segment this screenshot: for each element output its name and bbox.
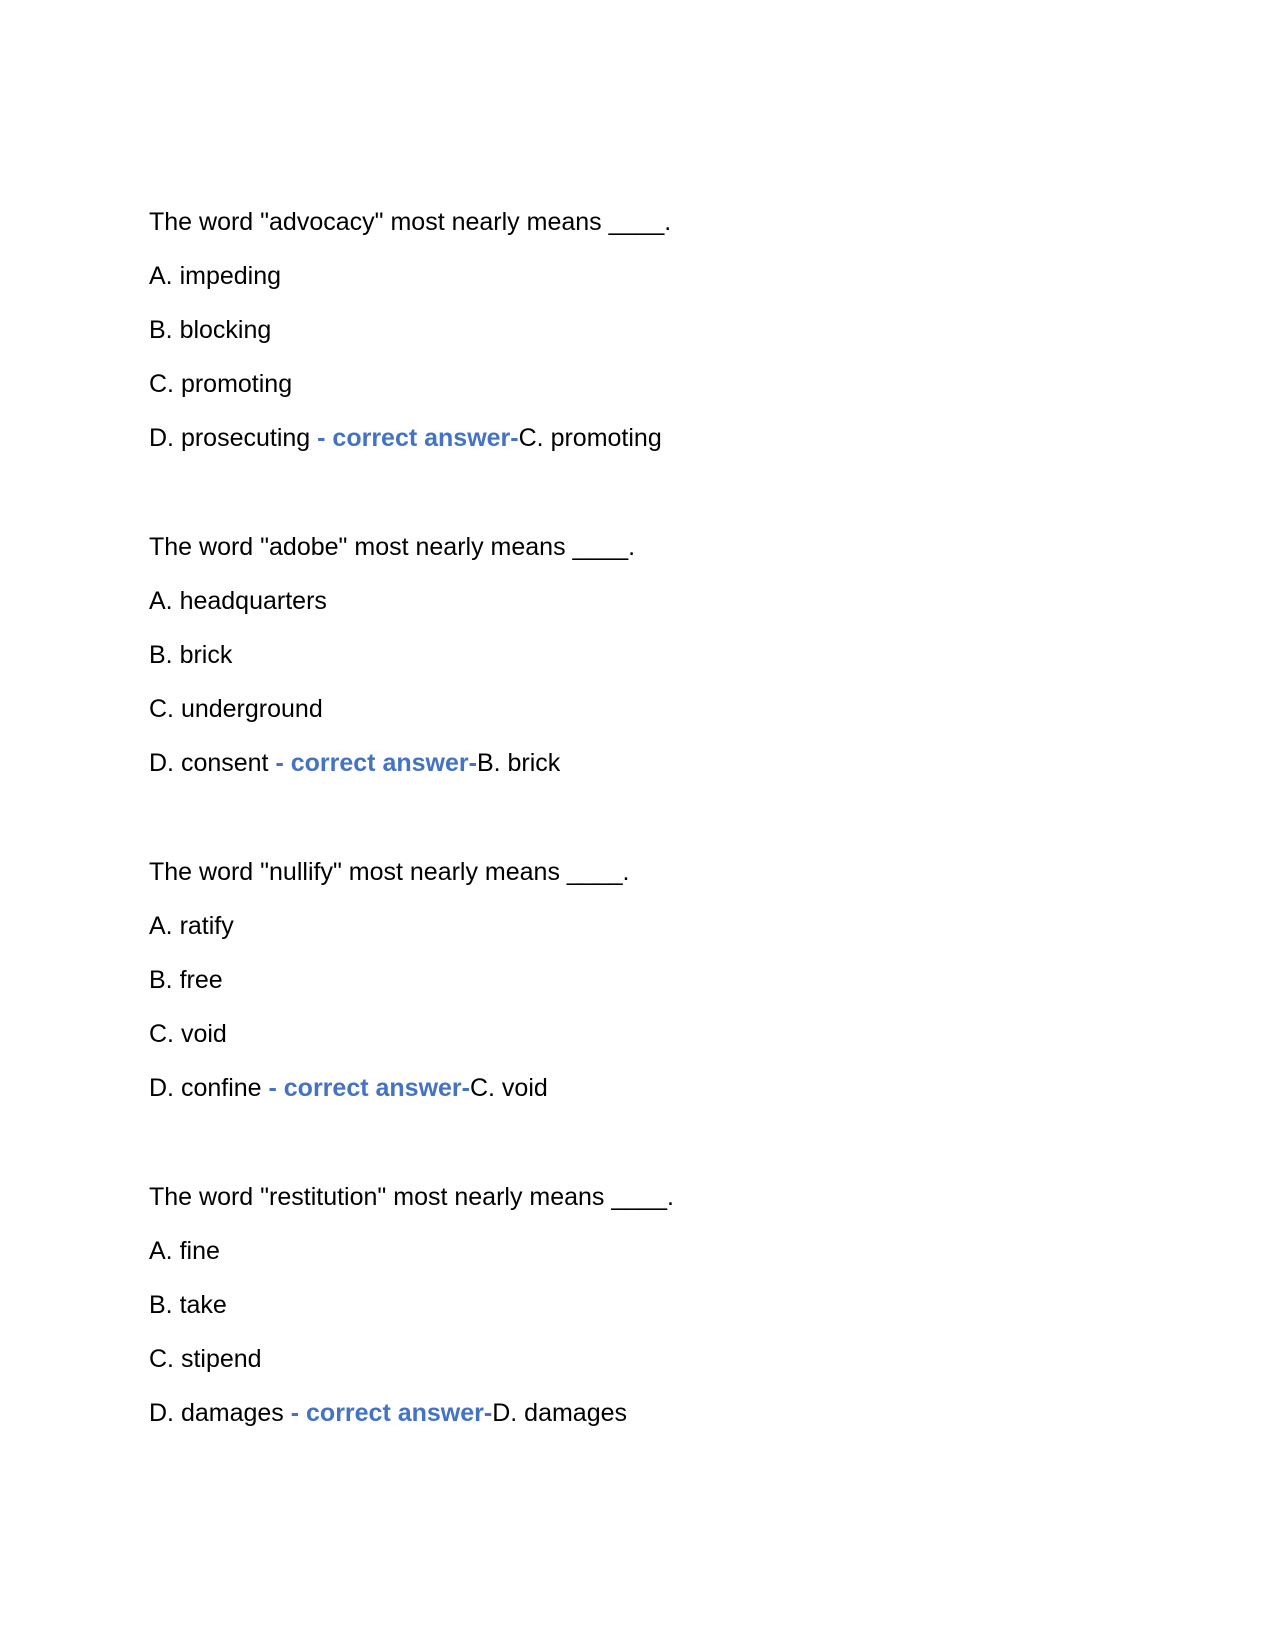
question-prompt: The word "adobe" most nearly means ____. [149, 533, 636, 561]
option-a: A. fine [149, 1237, 220, 1265]
option-a: A. headquarters [149, 587, 327, 615]
option-d-with-answer [149, 748, 560, 778]
correct-answer-label: - correct answer- [310, 424, 519, 452]
option-b: B. blocking [149, 316, 272, 344]
option-d: D. consent [149, 749, 269, 777]
question-prompt: The word "restitution" most nearly means ____. [149, 1183, 674, 1211]
correct-answer-label: - correct answer- [261, 1074, 470, 1102]
correct-answer-label: - correct answer- [283, 1399, 493, 1427]
correct-answer-value: C. promoting [518, 424, 662, 452]
correct-answer-label: - correct answer- [268, 749, 477, 777]
correct-answer-value: C. void [469, 1074, 548, 1102]
option-c: C. promoting [149, 370, 293, 398]
option-a: A. ratify [149, 912, 234, 940]
option-c: C. void [149, 1020, 227, 1048]
option-d-with-answer [149, 1398, 627, 1428]
option-d: D. confine [149, 1074, 262, 1102]
option-c: C. underground [149, 695, 323, 723]
option-c: C. stipend [149, 1345, 262, 1373]
option-d-with-answer [149, 1073, 548, 1103]
question-prompt: The word "nullify" most nearly means ____. [149, 858, 630, 886]
option-b: B. free [149, 966, 223, 994]
question-prompt: The word "advocacy" most nearly means ____. [149, 208, 672, 236]
option-b: B. take [149, 1291, 227, 1319]
correct-answer-value: D. damages [492, 1399, 628, 1427]
option-a: A. impeding [149, 262, 282, 290]
option-d: D. damages [149, 1399, 284, 1427]
option-b: B. brick [149, 641, 233, 669]
correct-answer-value: B. brick [476, 749, 561, 777]
option-d: D. prosecuting [149, 424, 311, 452]
option-d-with-answer [149, 423, 662, 453]
